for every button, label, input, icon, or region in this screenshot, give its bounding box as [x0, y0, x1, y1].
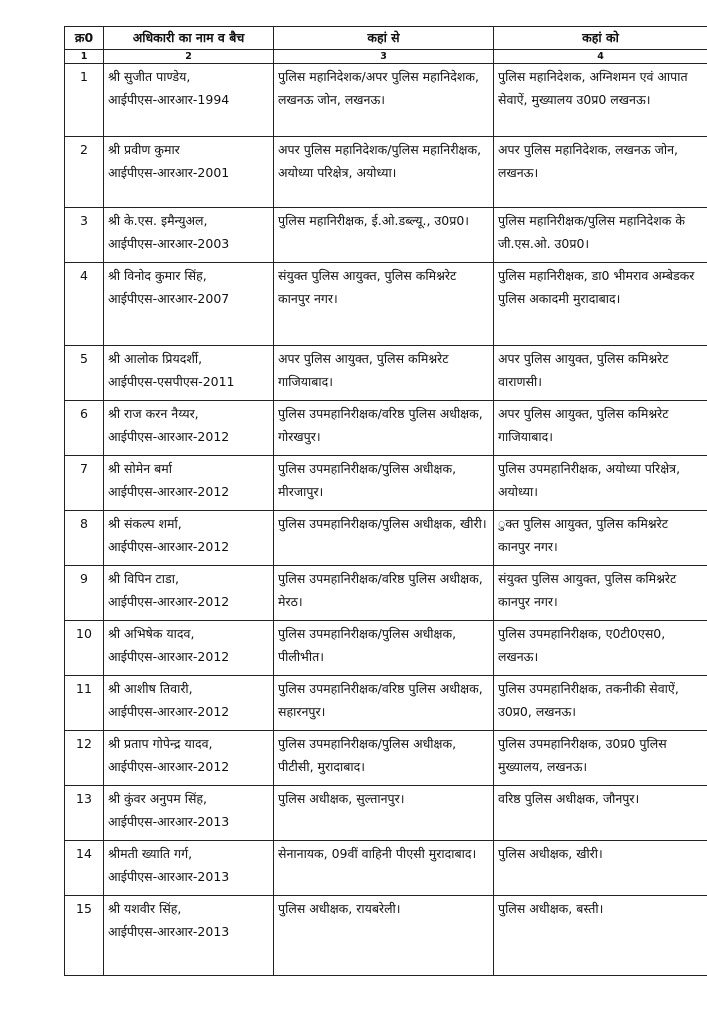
from-cell — [274, 208, 494, 263]
to-posting: वरिष्ठ पुलिस अधीक्षक, जौनपुर। — [498, 791, 640, 806]
from-posting: अपर पुलिस आयुक्त, पुलिस कमिश्नरेट गाजियाबाद। — [278, 351, 449, 389]
officer-cell — [104, 731, 274, 786]
column-number: 3 — [274, 50, 494, 64]
serial-cell — [65, 263, 104, 346]
officer-cell — [104, 456, 274, 511]
officer-batch: आईपीएस-आरआर-2012 — [108, 649, 230, 664]
table-row — [65, 208, 707, 263]
officer-name: श्री के.एस. इमैन्युअल, — [108, 213, 208, 228]
from-posting: पुलिस उपमहानिरीक्षक/वरिष्ठ पुलिस अधीक्षक, गोरखपुर। — [278, 406, 483, 444]
serial-cell — [65, 208, 104, 263]
to-posting: ुक्त पुलिस आयुक्त, पुलिस कमिश्नरेट कानपुर नगर। — [498, 516, 669, 554]
serial-cell — [65, 64, 104, 137]
serial-cell — [65, 456, 104, 511]
from-posting: पुलिस अधीक्षक, सुल्तानपुर। — [278, 791, 405, 806]
officer-cell — [104, 137, 274, 208]
officer-batch: आईपीएस-आरआर-2013 — [108, 924, 230, 939]
table-row — [65, 64, 707, 137]
table-row — [65, 566, 707, 621]
officer-name: श्री सुजीत पाण्डेय, — [108, 69, 191, 84]
serial-number: 9 — [80, 571, 88, 586]
officer-name: श्री आशीष तिवारी, — [108, 681, 193, 696]
to-posting: पुलिस उपमहानिरीक्षक, उ0प्र0 पुलिस मुख्यालय, लखनऊ। — [498, 736, 667, 774]
serial-cell — [65, 841, 104, 896]
from-cell — [274, 456, 494, 511]
serial-cell — [65, 511, 104, 566]
from-posting: पुलिस उपमहानिरीक्षक/वरिष्ठ पुलिस अधीक्षक, मेरठ। — [278, 571, 483, 609]
table-row — [65, 346, 707, 401]
table-row — [65, 896, 707, 976]
from-cell — [274, 137, 494, 208]
serial-cell — [65, 786, 104, 841]
serial-number: 10 — [76, 626, 92, 641]
serial-cell — [65, 896, 104, 976]
officer-name: श्री प्रताप गोपेन्द्र यादव, — [108, 736, 213, 751]
serial-number: 8 — [80, 516, 88, 531]
from-cell — [274, 346, 494, 401]
from-cell — [274, 511, 494, 566]
from-posting: पुलिस उपमहानिरीक्षक/पुलिस अधीक्षक, पीटीसी, मुरादाबाद। — [278, 736, 457, 774]
serial-number: 15 — [76, 901, 92, 916]
from-cell — [274, 263, 494, 346]
table-row — [65, 401, 707, 456]
serial-number: 3 — [80, 213, 88, 228]
to-cell — [494, 137, 707, 208]
to-cell — [494, 456, 707, 511]
header-serial: क्र0 — [65, 27, 104, 50]
serial-number: 5 — [80, 351, 88, 366]
to-posting: अपर पुलिस आयुक्त, पुलिस कमिश्नरेट वाराणसी। — [498, 351, 669, 389]
to-posting: अपर पुलिस आयुक्त, पुलिस कमिश्नरेट गाजियाबाद। — [498, 406, 669, 444]
transfer-table — [64, 26, 707, 976]
to-cell — [494, 621, 707, 676]
table-row — [65, 676, 707, 731]
to-cell — [494, 346, 707, 401]
to-cell — [494, 841, 707, 896]
from-posting: पुलिस अधीक्षक, रायबरेली। — [278, 901, 401, 916]
officer-name: श्री कुंवर अनुपम सिंह, — [108, 791, 208, 806]
header-to: कहां को — [494, 27, 707, 50]
from-cell — [274, 401, 494, 456]
officer-batch: आईपीएस-आरआर-2012 — [108, 539, 230, 554]
officer-batch: आईपीएस-आरआर-2003 — [108, 236, 230, 251]
to-posting: संयुक्त पुलिस आयुक्त, पुलिस कमिश्नरेट कानपुर नगर। — [498, 571, 677, 609]
to-cell — [494, 566, 707, 621]
officer-batch: आईपीएस-आरआर-2012 — [108, 484, 230, 499]
from-posting: सेनानायक, 09वीं वाहिनी पीएसी मुरादाबाद। — [278, 846, 477, 861]
officer-name: श्री विपिन टाडा, — [108, 571, 179, 586]
to-posting: पुलिस उपमहानिरीक्षक, अयोध्या परिक्षेत्र, अयोध्या। — [498, 461, 681, 499]
officer-cell — [104, 208, 274, 263]
header-from: कहां से — [274, 27, 494, 50]
serial-cell — [65, 346, 104, 401]
officer-batch: आईपीएस-आरआर-2012 — [108, 429, 230, 444]
officer-batch: आईपीएस-आरआर-2012 — [108, 704, 230, 719]
column-number: 4 — [494, 50, 707, 64]
officer-name: श्री सोमेन बर्मा — [108, 461, 172, 476]
header-officer-name-batch: अधिकारी का नाम व बैच — [104, 27, 274, 50]
to-posting: पुलिस अधीक्षक, बस्ती। — [498, 901, 604, 916]
from-cell — [274, 64, 494, 137]
serial-cell — [65, 566, 104, 621]
serial-number: 4 — [80, 268, 88, 283]
serial-number: 7 — [80, 461, 88, 476]
officer-batch: आईपीएस-एसपीएस-2011 — [108, 374, 235, 389]
officer-cell — [104, 64, 274, 137]
to-posting: पुलिस महानिदेशक, अग्निशमन एवं आपात सेवाऐं, मुख्यालय उ0प्र0 लखनऊ। — [498, 69, 688, 107]
table-row — [65, 731, 707, 786]
from-cell — [274, 621, 494, 676]
serial-number: 1 — [80, 69, 88, 84]
serial-cell — [65, 621, 104, 676]
serial-cell — [65, 731, 104, 786]
officer-batch: आईपीएस-आरआर-2013 — [108, 869, 230, 884]
officer-cell — [104, 566, 274, 621]
serial-number: 13 — [76, 791, 92, 806]
table-row — [65, 621, 707, 676]
to-posting: पुलिस महानिरीक्षक/पुलिस महानिदेशक के जी.एस.ओ. उ0प्र0। — [498, 213, 685, 251]
to-cell — [494, 731, 707, 786]
officer-batch: आईपीएस-आरआर-2013 — [108, 814, 230, 829]
officer-name: श्री प्रवीण कुमार — [108, 142, 180, 157]
serial-number: 11 — [76, 681, 92, 696]
officer-cell — [104, 401, 274, 456]
to-posting: पुलिस उपमहानिरीक्षक, ए0टी0एस0, लखनऊ। — [498, 626, 666, 664]
table-row — [65, 456, 707, 511]
officer-batch: आईपीएस-आरआर-2001 — [108, 165, 230, 180]
to-cell — [494, 208, 707, 263]
officer-batch: आईपीएस-आरआर-2012 — [108, 759, 230, 774]
serial-cell — [65, 676, 104, 731]
from-posting: पुलिस उपमहानिरीक्षक/पुलिस अधीक्षक, मीरजापुर। — [278, 461, 457, 499]
officer-cell — [104, 263, 274, 346]
table-row — [65, 511, 707, 566]
to-posting: पुलिस अधीक्षक, खीरी। — [498, 846, 603, 861]
officer-cell — [104, 676, 274, 731]
from-posting: पुलिस उपमहानिरीक्षक/पुलिस अधीक्षक, पीलीभीत। — [278, 626, 457, 664]
to-posting: अपर पुलिस महानिदेशक, लखनऊ जोन, लखनऊ। — [498, 142, 679, 180]
to-cell — [494, 786, 707, 841]
serial-cell — [65, 401, 104, 456]
from-posting: अपर पुलिस महानिदेशक/पुलिस महानिरीक्षक, अयोध्या परिक्षेत्र, अयोध्या। — [278, 142, 482, 180]
officer-name: श्री अभिषेक यादव, — [108, 626, 195, 641]
to-cell — [494, 263, 707, 346]
to-posting: पुलिस महानिरीक्षक, डा0 भीमराव अम्बेडकर पुलिस अकादमी मुरादाबाद। — [498, 268, 695, 306]
from-posting: पुलिस उपमहानिरीक्षक/वरिष्ठ पुलिस अधीक्षक, सहारनपुर। — [278, 681, 483, 719]
officer-name: श्री यशवीर सिंह, — [108, 901, 182, 916]
from-cell — [274, 676, 494, 731]
from-cell — [274, 896, 494, 976]
to-cell — [494, 511, 707, 566]
serial-number: 6 — [80, 406, 88, 421]
officer-batch: आईपीएस-आरआर-2012 — [108, 594, 230, 609]
officer-cell — [104, 786, 274, 841]
table-row — [65, 137, 707, 208]
officer-cell — [104, 511, 274, 566]
officer-cell — [104, 346, 274, 401]
officer-name: श्रीमती ख्याति गर्ग, — [108, 846, 193, 861]
officer-cell — [104, 896, 274, 976]
table-row — [65, 786, 707, 841]
column-number: 2 — [104, 50, 274, 64]
officer-name: श्री राज करन नैय्यर, — [108, 406, 199, 421]
column-number-row — [65, 50, 707, 64]
table-row — [65, 263, 707, 346]
from-cell — [274, 786, 494, 841]
serial-cell — [65, 137, 104, 208]
table-row — [65, 841, 707, 896]
to-posting: पुलिस उपमहानिरीक्षक, तकनीकी सेवाऐं, उ0प्र0, लखनऊ। — [498, 681, 679, 719]
to-cell — [494, 676, 707, 731]
to-cell — [494, 896, 707, 976]
from-cell — [274, 841, 494, 896]
from-posting: पुलिस महानिरीक्षक, ई.ओ.डब्ल्यू., उ0प्र0। — [278, 213, 470, 228]
to-cell — [494, 64, 707, 137]
from-cell — [274, 566, 494, 621]
officer-name: श्री आलोक प्रियदर्शी, — [108, 351, 203, 366]
officer-cell — [104, 841, 274, 896]
officer-name: श्री विनोद कुमार सिंह, — [108, 268, 207, 283]
header-row — [65, 27, 707, 50]
column-number: 1 — [65, 50, 104, 64]
officer-batch: आईपीएस-आरआर-2007 — [108, 291, 230, 306]
from-posting: पुलिस महानिदेशक/अपर पुलिस महानिदेशक, लखनऊ जोन, लखनऊ। — [278, 69, 479, 107]
serial-number: 2 — [80, 142, 88, 157]
from-posting: पुलिस उपमहानिरीक्षक/पुलिस अधीक्षक, खीरी। — [278, 516, 487, 531]
officer-name: श्री संकल्प शर्मा, — [108, 516, 182, 531]
serial-number: 14 — [76, 846, 92, 861]
from-posting: संयुक्त पुलिस आयुक्त, पुलिस कमिश्नरेट कानपुर नगर। — [278, 268, 457, 306]
officer-batch: आईपीएस-आरआर-1994 — [108, 92, 230, 107]
to-cell — [494, 401, 707, 456]
serial-number: 12 — [76, 736, 92, 751]
officer-cell — [104, 621, 274, 676]
from-cell — [274, 731, 494, 786]
